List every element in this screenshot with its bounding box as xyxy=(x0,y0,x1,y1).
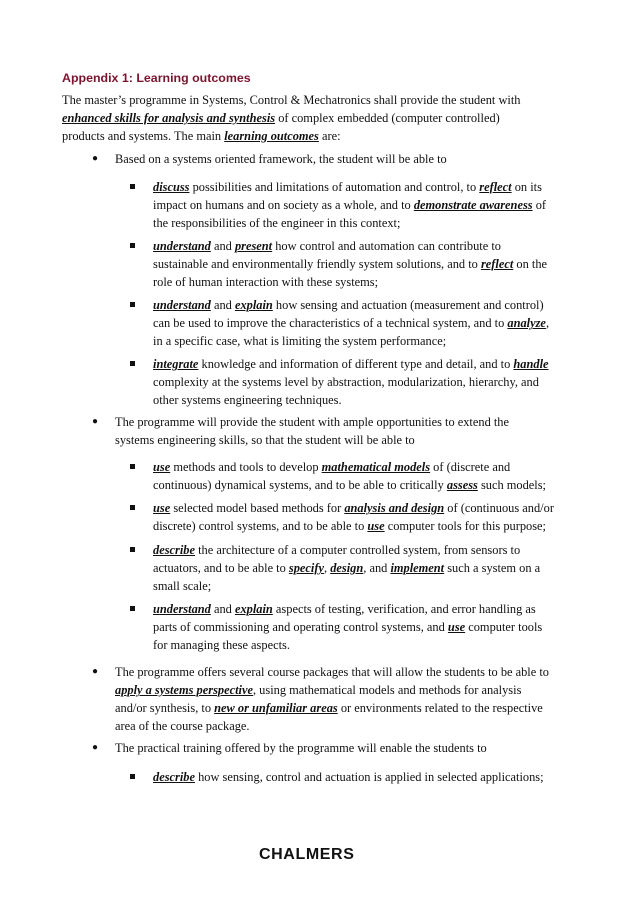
sub-bullet-line xyxy=(153,559,583,577)
text: can be used to improve the characteristics of a technical system, and to xyxy=(153,316,508,330)
sub-bullet-line xyxy=(153,476,583,494)
sub-bullet-line: role of human interaction with these systems; xyxy=(153,275,379,289)
text: of complex embedded (computer controlled) xyxy=(275,111,500,125)
text: and xyxy=(210,239,235,253)
emphasis: use xyxy=(153,460,171,474)
emphasis: understand xyxy=(153,298,211,312)
text: actuators, and to be able to xyxy=(153,561,289,575)
square-bullet-icon xyxy=(130,184,135,189)
sub-bullet-line xyxy=(153,517,583,535)
bullet-line: The practical training offered by the programme will enable the students to xyxy=(115,741,487,755)
text: and xyxy=(210,602,235,616)
text: on its xyxy=(511,180,542,194)
bullet-dot-icon: ● xyxy=(92,416,99,427)
text: possibilities and limitations of automation and control, to xyxy=(189,180,480,194)
sub-bullet-line xyxy=(153,541,583,559)
text: selected model based methods for xyxy=(170,501,345,515)
emphasis: understand xyxy=(153,239,211,253)
sub-bullet-text xyxy=(153,458,583,494)
text: sustainable and environmentally friendly system solutions, and to xyxy=(153,257,481,271)
text: how control and automation can contribute to xyxy=(272,239,501,253)
intro-paragraph xyxy=(62,91,582,145)
text: methods and tools to develop xyxy=(170,460,322,474)
sub-bullet-line xyxy=(153,196,583,214)
emphasis: use xyxy=(367,519,385,533)
text: parts of commissioning and operating control systems, and xyxy=(153,620,448,634)
square-bullet-icon xyxy=(130,464,135,469)
emphasis: implement xyxy=(390,561,445,575)
sub-bullet-line xyxy=(153,178,583,196)
sub-bullet-line xyxy=(153,618,583,636)
intro-line xyxy=(62,127,582,145)
emphasis: reflect xyxy=(479,180,512,194)
emphasis: assess xyxy=(446,478,478,492)
emphasis: describe xyxy=(153,770,195,784)
text: products and systems. The main xyxy=(62,129,225,143)
bullet-line: systems engineering skills, so that the student will be able to xyxy=(115,433,415,447)
emphasis: learning outcomes xyxy=(224,129,319,143)
emphasis: integrate xyxy=(153,357,199,371)
emphasis: analyze xyxy=(507,316,546,330)
sub-bullet-line: in a specific case, what is limiting the system performance; xyxy=(153,334,447,348)
emphasis: analysis and design xyxy=(344,501,445,515)
square-bullet-icon xyxy=(130,505,135,510)
bullet-text xyxy=(115,413,585,449)
sub-bullet-line: the responsibilities of the engineer in this context; xyxy=(153,216,401,230)
sub-bullet-text xyxy=(153,499,583,535)
text: are: xyxy=(318,129,341,143)
text: such models; xyxy=(477,478,547,492)
bullet-line: Based on a systems oriented framework, the student will be able to xyxy=(115,152,447,166)
sub-bullet-line: complexity at the systems level by abstraction, modularization, hierarchy, and xyxy=(153,375,539,389)
text: , using mathematical models and methods for analysis xyxy=(252,683,522,697)
bullet-line xyxy=(115,681,585,699)
text: computer tools for this purpose; xyxy=(384,519,546,533)
bullet-text xyxy=(115,663,585,735)
sub-bullet-text xyxy=(153,541,583,595)
sub-bullet-text xyxy=(153,178,583,232)
sub-bullet-line xyxy=(153,768,583,786)
bullet-text xyxy=(115,739,585,757)
text: such a system on a xyxy=(444,561,541,575)
text: the architecture of a computer controlled system, from sensors to xyxy=(194,543,521,557)
text: aspects of testing, verification, and error handling as xyxy=(272,602,536,616)
text: , xyxy=(324,561,331,575)
square-bullet-icon xyxy=(130,361,135,366)
text: of xyxy=(532,198,547,212)
intro-line xyxy=(62,109,582,127)
sub-bullet-line: other systems engineering techniques. xyxy=(153,393,342,407)
square-bullet-icon xyxy=(130,606,135,611)
square-bullet-icon xyxy=(130,547,135,552)
emphasis: understand xyxy=(153,602,211,616)
emphasis: handle xyxy=(513,357,549,371)
emphasis: enhanced skills for analysis and synthesis xyxy=(62,111,276,125)
text: continuous) dynamical systems, and to be able to critically xyxy=(153,478,447,492)
sub-bullet-line xyxy=(153,296,583,314)
bullet-line: The programme offers several course packages that will allow the students to be able to xyxy=(115,665,549,679)
sub-bullet-text xyxy=(153,768,583,786)
emphasis: use xyxy=(447,620,466,634)
square-bullet-icon xyxy=(130,774,135,779)
sub-bullet-text xyxy=(153,600,583,654)
text: and/or synthesis, to xyxy=(115,701,215,715)
sub-bullet-line xyxy=(153,237,583,255)
text: of (continuous and/or xyxy=(444,501,554,515)
bullet-line xyxy=(115,699,585,717)
sub-bullet-line xyxy=(153,499,583,517)
emphasis: specify xyxy=(288,561,324,575)
bullet-text xyxy=(115,150,585,168)
emphasis: demonstrate awareness xyxy=(413,198,533,212)
emphasis: design xyxy=(330,561,364,575)
emphasis: reflect xyxy=(480,257,514,271)
text: knowledge and information of different type and detail, and to xyxy=(198,357,514,371)
sub-bullet-line xyxy=(153,458,583,476)
text: computer tools xyxy=(465,620,543,634)
text: how sensing and actuation (measurement and control) xyxy=(272,298,544,312)
sub-bullet-line xyxy=(153,314,583,332)
sub-bullet-line: small scale; xyxy=(153,579,212,593)
square-bullet-icon xyxy=(130,243,135,248)
emphasis: mathematical models xyxy=(321,460,431,474)
intro-line: The master’s programme in Systems, Control & Mechatronics shall provide the student with xyxy=(62,93,521,107)
text: impact on humans and on society as a whole, and to xyxy=(153,198,414,212)
sub-bullet-line: for managing these aspects. xyxy=(153,638,290,652)
text: how sensing, control and actuation is applied in selected applications; xyxy=(194,770,544,784)
emphasis: explain xyxy=(234,298,273,312)
sub-bullet-line xyxy=(153,355,583,373)
sub-bullet-text xyxy=(153,237,583,291)
text: , xyxy=(545,316,550,330)
text: discrete) control systems, and to be able to xyxy=(153,519,368,533)
emphasis: describe xyxy=(153,543,195,557)
emphasis: use xyxy=(153,501,171,515)
text: and xyxy=(210,298,235,312)
square-bullet-icon xyxy=(130,302,135,307)
appendix-heading: Appendix 1: Learning outcomes xyxy=(62,71,251,85)
emphasis: new or unfamiliar areas xyxy=(214,701,338,715)
bullet-dot-icon: ● xyxy=(92,666,99,677)
text: , and xyxy=(363,561,391,575)
text: of (discrete and xyxy=(430,460,511,474)
sub-bullet-line xyxy=(153,600,583,618)
text: on the xyxy=(513,257,548,271)
bullet-line: area of the course package. xyxy=(115,719,250,733)
sub-bullet-line xyxy=(153,255,583,273)
bullet-dot-icon: ● xyxy=(92,742,99,753)
bullet-line: The programme will provide the student with ample opportunities to extend the xyxy=(115,415,510,429)
chalmers-logo: CHALMERS xyxy=(259,846,355,863)
text: or environments related to the respective xyxy=(337,701,543,715)
emphasis: explain xyxy=(234,602,273,616)
emphasis: apply a systems perspective xyxy=(115,683,253,697)
bullet-dot-icon: ● xyxy=(92,153,99,164)
emphasis: discuss xyxy=(153,180,190,194)
sub-bullet-text xyxy=(153,296,583,350)
sub-bullet-text xyxy=(153,355,583,409)
emphasis: present xyxy=(234,239,273,253)
